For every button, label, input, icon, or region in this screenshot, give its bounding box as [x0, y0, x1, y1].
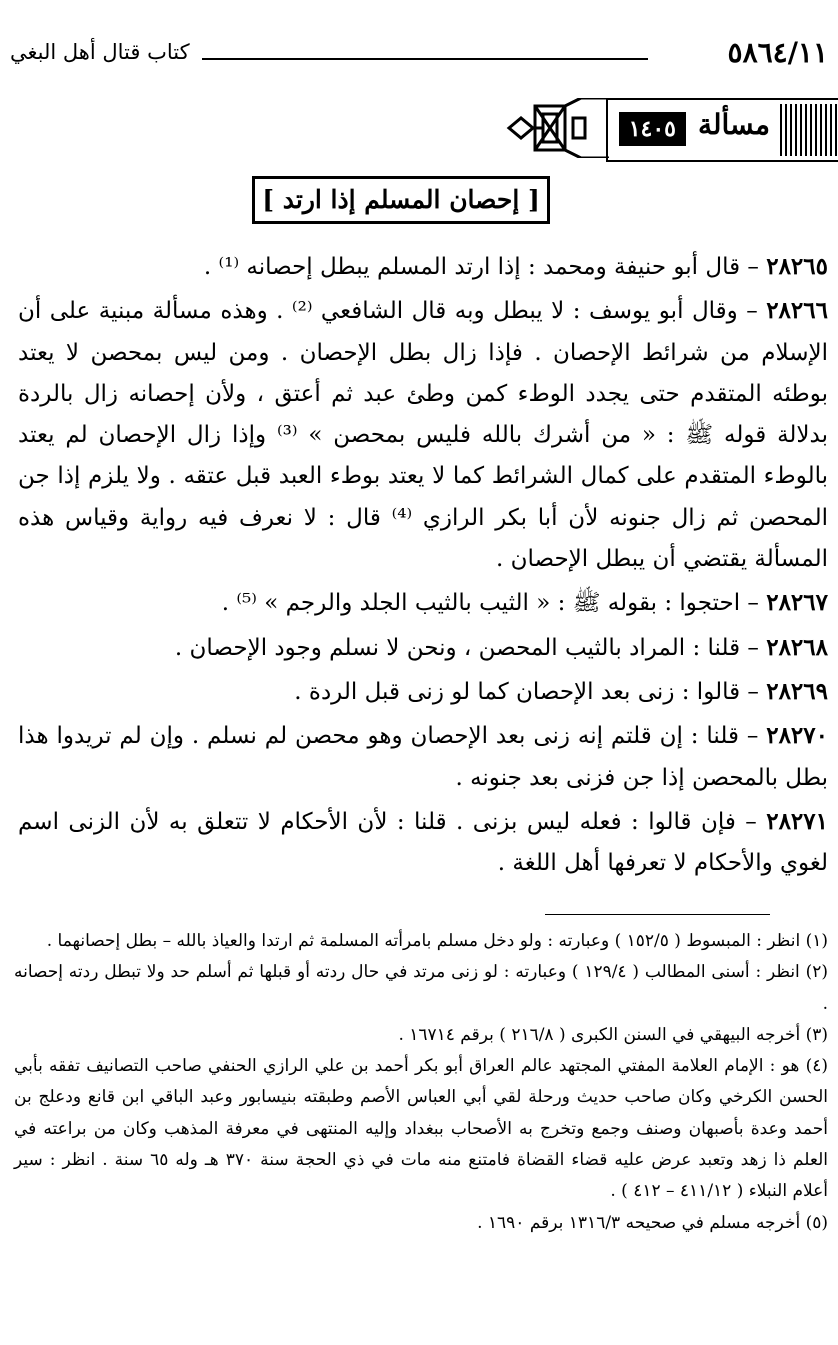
footnotes	[14, 926, 828, 1239]
paragraph-text: – فإن قالوا : فعله ليس بزنى . قلنا : لأن الأحكام لا تتعلق به لأن الزنى اسم لغوي والأحكام لا تعرفها أهل اللغة .	[18, 808, 828, 877]
paragraph-number: ٢٨٢٦٦	[766, 297, 828, 325]
stripes-ornament	[780, 104, 838, 156]
paragraph-number: ٢٨٢٦٧	[766, 589, 828, 617]
paragraph-number: ٢٨٢٦٥	[766, 253, 828, 280]
masala-box	[606, 98, 838, 162]
footnote: (٢) انظر : أسنى المطالب ( ١٢٩/٤ ) وعبارته : لو زنى مرتد في حال ردته أو قبلها ثم أسلم حد ولا تبطل ردته إحصانه .	[14, 962, 828, 1014]
masala-number: ١٤٠٥	[619, 112, 686, 146]
paragraph	[18, 290, 828, 580]
paragraph-number: ٢٨٢٦٩	[766, 677, 828, 705]
footnote: (٥) أخرجه مسلم في صحيحه ١٣١٦/٣ برقم ١٦٩٠ .	[477, 1212, 828, 1233]
masala-banner	[505, 98, 838, 160]
paragraph-text: – احتجوا : بقوله ﷺ : « الثيب بالثيب الجلد والرجم » ⁽⁵⁾ .	[221, 590, 767, 617]
paragraph-text: – قالوا : زنى بعد الإحصان كما لو زنى قبل الردة .	[294, 678, 767, 705]
paragraph	[18, 582, 828, 624]
running-header	[10, 38, 828, 78]
paragraph-number: ٢٨٢٧٠	[766, 722, 828, 750]
footnote: (١) انظر : المبسوط ( ١٥٢/٥ ) وعبارته : ولو دخل مسلم بامرأته المسلمة ثم ارتدا والعياذ بالله – بطل إحصانهما .	[46, 931, 828, 951]
paragraph-text: – قلنا : إن قلتم إنه زنى بعد الإحصان وهو محصن لم نسلم . وإن لم تريدوا هذا بطل بالمحصن إذا جن فزنى بعد جنونه .	[18, 723, 828, 791]
knot-ornament-icon	[505, 98, 609, 158]
paragraph-text: – وقال أبو يوسف : لا يبطل وبه قال الشافعي ⁽²⁾ . وهذه مسألة مبنية على أن الإسلام من شرائط الإحصان . فإذا زال بطل الإحصان . ومن ليس بمحصن لا يعتد بوطئه المتقدم حتى يجدد الوطء كمن وطئ عبد ثم أعتق ، ولأن إحصانه زال بالردة بدلالة قوله ﷺ : « من أشرك بالله فليس بمحصن » ⁽³⁾ وإذا زال الإحصان لم يعتد بالوطء المتقدم على كمال الشرائط كما لا يعتد بوطء العبد قبل عتقه . ولا يلزم إذا جن المحصن ثم زال جنونه لأن أبا بكر الرازي ⁽⁴⁾ قال : لا نعرف فيه رواية وقياس هذه المسألة يقتضي أن يبطل الإحصان .	[18, 298, 829, 573]
header-rule	[202, 58, 648, 60]
paragraph-number: ٢٨٢٦٨	[766, 633, 828, 661]
paragraph-text: – قال أبو حنيفة ومحمد : إذا ارتد المسلم يبطل إحصانه ⁽¹⁾ .	[203, 254, 767, 280]
footnote-separator	[545, 914, 770, 915]
footnote: (٤) هو : الإمام العلامة المفتي المجتهد عالم العراق أبو بكر أحمد بن علي الرازي الحنفي صاحب التصانيف تفقه بأبي الحسن الكرخي وكان صاحب حديث ورحلة لقي أبي العباس الأصم وطبقته بنيسابور وعبد الباقي ابن قانع ودعلج بن أحمد وعدة بأصبهان وصنف وجمع وتخرج به الأصحاب ببغداد وإليه المنتهى في معرفة المذهب وكان من براعته في العلم ذا زهد وتعبد عرض عليه قضاء القضاة فامتنع منه مات في ذي الحجة سنة ٣٧٠ هـ وله ٦٥ سنة . انظر : سير أعلام النبلاء ( ٤١١/١٢ – ٤١٢ ) .	[14, 1056, 828, 1202]
main-text	[18, 246, 828, 886]
book-title: كتاب قتال أهل البغي	[10, 40, 190, 64]
footnote: (٣) أخرجه البيهقي في السنن الكبرى ( ٢١٦/٨ ) برقم ١٦٧١٤ .	[398, 1024, 828, 1045]
paragraph	[18, 715, 828, 799]
paragraph-text: – قلنا : المراد بالثيب المحصن ، ونحن لا نسلم وجود الإحصان .	[174, 634, 767, 661]
masala-label: مسألة	[697, 108, 770, 141]
paragraph-number: ٢٨٢٧١	[766, 807, 828, 835]
page-reference: ٥٨٦٤/١١	[727, 36, 828, 69]
paragraph	[18, 671, 828, 713]
paragraph	[18, 246, 828, 288]
paragraph	[18, 801, 828, 885]
section-title: [ إحصان المسلم إذا ارتد ]	[252, 176, 550, 224]
paragraph	[18, 627, 828, 669]
